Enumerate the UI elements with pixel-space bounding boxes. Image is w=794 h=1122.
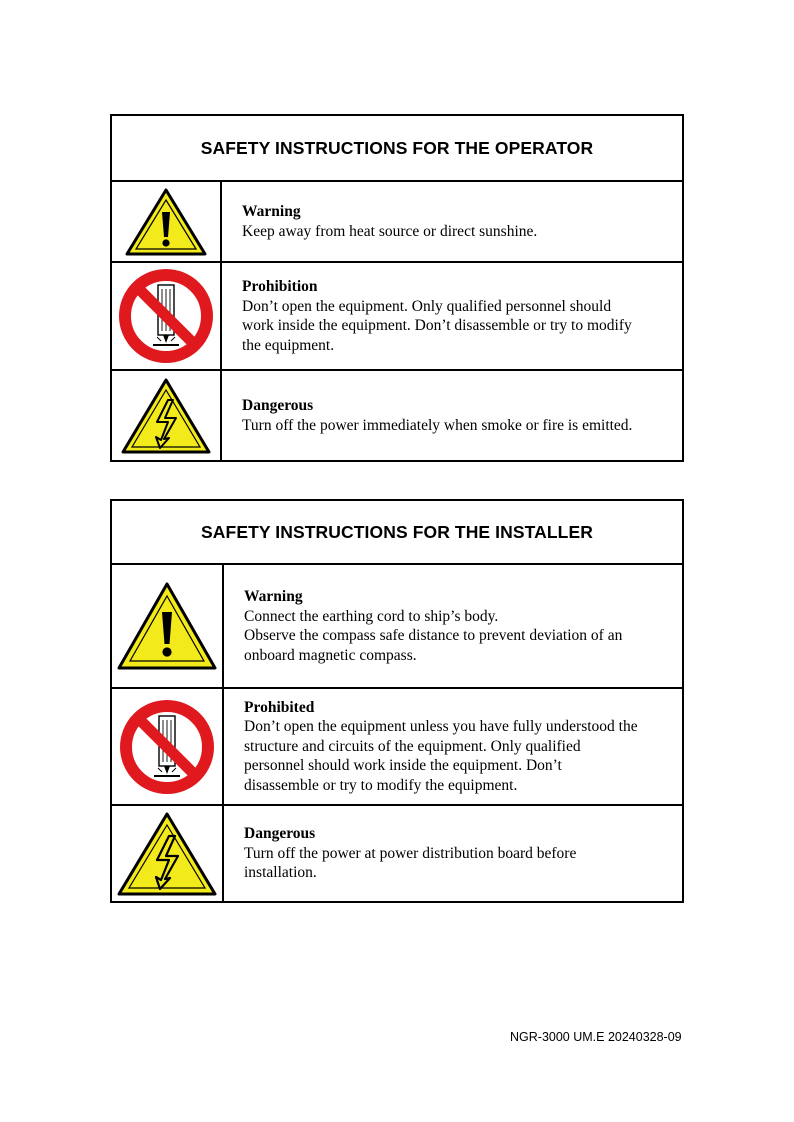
row-heading: Warning: [242, 203, 301, 220]
row-heading: Warning: [244, 588, 303, 605]
prohibition-icon: [118, 698, 216, 796]
row-text: Don’t open the equipment. Only qualified personnel should: [242, 297, 612, 315]
prohibition-icon: [117, 267, 215, 365]
installer-row-warning: [112, 565, 682, 689]
installer-row-prohibited: [112, 689, 682, 806]
row-text: Observe the compass safe distance to prevent deviation of an: [244, 627, 623, 644]
document-id-footer: NGR-3000 UM.E 20240328-09: [510, 1030, 682, 1044]
row-heading: Dangerous: [244, 825, 316, 843]
row-text: personnel should work inside the equipment. Don’t: [244, 757, 562, 775]
installer-table-title: SAFETY INSTRUCTIONS FOR THE INSTALLER: [112, 501, 682, 565]
row-text: Connect the earthing cord to ship’s body.: [244, 607, 499, 625]
row-text: the equipment.: [242, 336, 335, 354]
row-heading: Dangerous: [242, 397, 314, 414]
row-text: onboard magnetic compass.: [244, 646, 417, 664]
operator-table-title: SAFETY INSTRUCTIONS FOR THE OPERATOR: [112, 116, 682, 182]
operator-safety-table: [110, 114, 684, 462]
installer-row-dangerous: [112, 806, 682, 901]
row-text: Keep away from heat source or direct sunshine.: [242, 222, 538, 240]
row-text: installation.: [244, 864, 317, 882]
row-text: Don’t open the equipment unless you have fully understood the: [244, 718, 638, 736]
row-text: Turn off the power at power distribution board before: [244, 844, 577, 862]
electric-hazard-icon: [121, 378, 211, 454]
electric-hazard-icon: [117, 812, 217, 896]
operator-row-warning: [112, 182, 682, 263]
row-heading: Prohibited: [244, 698, 315, 716]
installer-safety-table: [110, 499, 684, 903]
row-text: disassemble or try to modify the equipment.: [244, 776, 518, 794]
warning-triangle-icon: [125, 188, 207, 256]
row-text: Turn off the power immediately when smoke or fire is emitted.: [242, 416, 633, 434]
operator-row-prohibition: [112, 263, 682, 371]
warning-triangle-icon: [117, 582, 217, 670]
row-heading: Prohibition: [242, 278, 318, 295]
operator-row-dangerous: [112, 371, 682, 460]
row-text: structure and circuits of the equipment. Only qualified: [244, 737, 581, 755]
row-text: work inside the equipment. Don’t disassemble or try to modify: [242, 317, 632, 334]
